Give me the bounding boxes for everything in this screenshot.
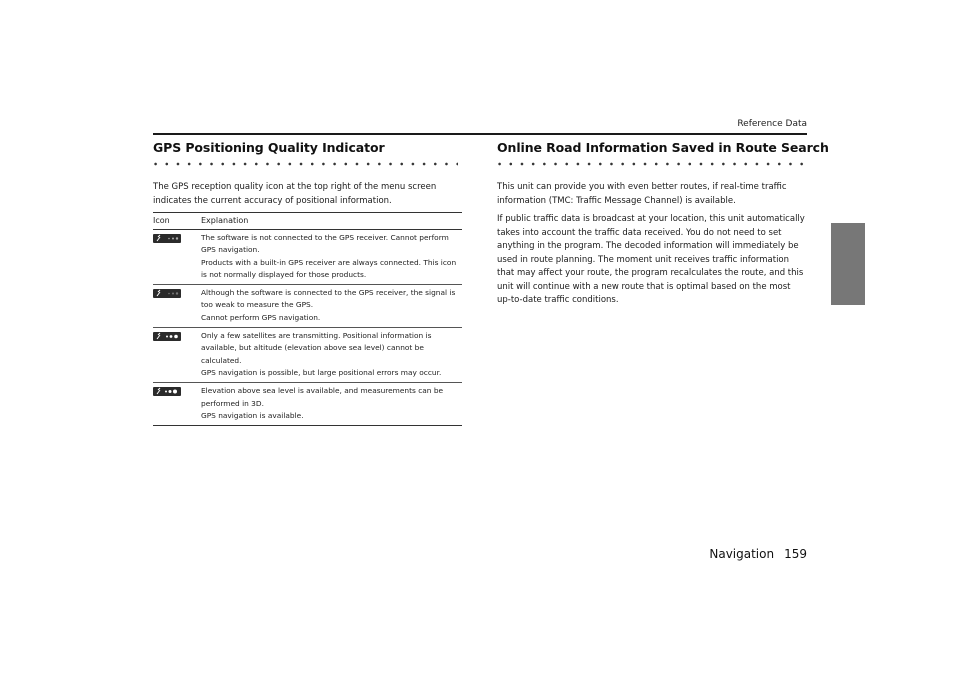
explanation-line: GPS navigation is possible, but large positional errors may occur. [201,367,442,377]
table-row [153,383,462,426]
left-column [153,140,463,426]
right-column [497,140,829,313]
col-header-icon: Icon [153,213,201,230]
explanation-line: Products with a built-in GPS receiver are always connected. This icon is not normally displayed for those products. [201,257,457,279]
page-number: 159 [784,547,807,561]
table-row [153,230,462,285]
explanation-line: Only a few satellites are transmitting. Positional information is available, but altitude (elevation above sea level) cannot be calculated. [201,331,432,365]
tmc-paragraph: If public traffic data is broadcast at your location, this unit automatically takes into account the traffic data received. You do not need to set anything in the program. The decoded information will immediately be used in route planning. The moment unit receives traffic information that may affect your route, the program recalculates the route, and this unit will continue with a new route that is optimal based on the most up-to-date traffic conditions. [497,214,805,305]
footer-section-name: Navigation [709,547,775,561]
explanation-line: GPS navigation is available. [201,410,304,420]
tmc-body [497,181,807,308]
explanation-line: Elevation above sea level is available, and measurements can be performed in 3D. [201,386,444,408]
explanation-line: Cannot perform GPS navigation. [201,312,321,322]
title-dot-divider [153,162,458,166]
header-rule [153,133,807,135]
gps-2d-fix-icon [153,332,181,341]
table-row [153,285,462,328]
table-header-row [153,213,462,230]
tmc-section-title: Online Road Information Saved in Route Search [497,140,829,155]
chapter-side-tab [831,223,865,305]
gps-3d-fix-icon [153,387,181,396]
explanation-line: Although the software is connected to the GPS receiver, the signal is too weak to measure the GPS. [201,288,456,310]
gps-weak-signal-icon [153,289,181,298]
explanation-line: The software is not connected to the GPS receiver. Cannot perform GPS navigation. [201,233,449,255]
tmc-paragraph: This unit can provide you with even better routes, if real-time traffic information (TMC: Traffic Message Channel) is available. [497,182,787,206]
table-row [153,328,462,383]
gps-intro-text: The GPS reception quality icon at the top right of the menu screen indicates the current accuracy of positional information. [153,182,437,206]
gps-disconnected-icon [153,234,181,243]
gps-section-title: GPS Positioning Quality Indicator [153,140,385,155]
title-dot-divider [497,162,807,166]
gps-icon-table [153,212,462,426]
page-footer [709,547,807,561]
header-section-label: Reference Data [737,119,807,129]
col-header-explanation: Explanation [201,213,462,230]
